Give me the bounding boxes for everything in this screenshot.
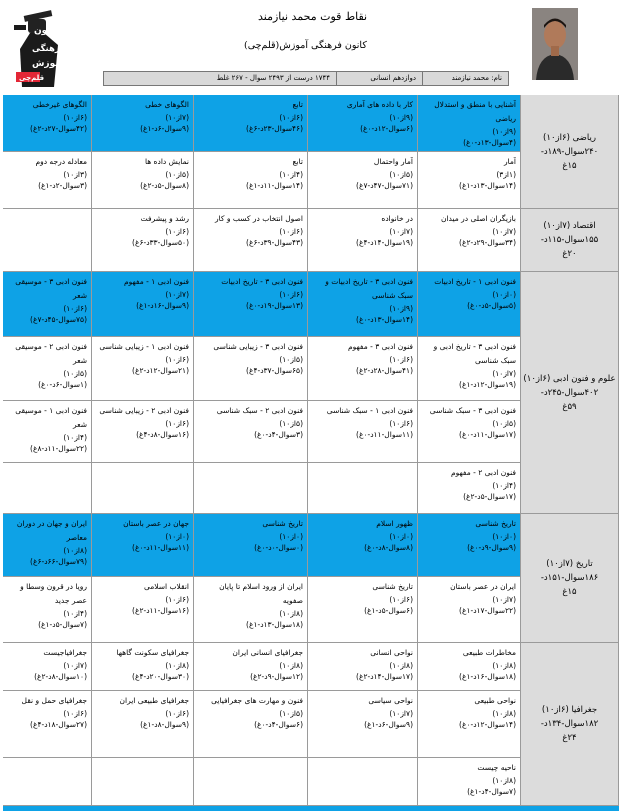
topic-name: بازیگران اصلی در میدان — [440, 214, 516, 223]
topic-stats: (۱سوال-۶د-۰غ) — [38, 379, 87, 389]
logo-text-3: آموزش — [32, 59, 64, 69]
topic-cell — [194, 577, 308, 643]
empty-cell — [92, 463, 194, 514]
topic-name: آمار واحتمال — [373, 157, 413, 166]
topic-cell — [308, 272, 418, 337]
topic-score: (۷از۱۰) — [165, 290, 189, 299]
topic-stats: (۳۰سوال-۲۰د-۴غ) — [132, 671, 189, 681]
topic-stats: (۱۸سوال-۱۶د-۱غ) — [459, 671, 516, 681]
topic-cell — [308, 152, 418, 209]
topic-name: رویا در قرون وسطا و عصر جدید — [20, 582, 87, 605]
topic-score: (۵از۱۰) — [165, 170, 189, 179]
topic-stats: (۱۱سوال-۱۱د-۰غ) — [132, 542, 189, 552]
topic-stats: (۶سوال-۱۲د-۰غ) — [360, 123, 413, 133]
topic-name: آشنایی با منطق و استدلال ریاضی — [434, 100, 516, 123]
kanoon-logo — [14, 5, 76, 87]
topic-name: الگوهای خطی — [145, 100, 189, 109]
topic-stats: (۴۶سوال-۲۳د-۶غ) — [246, 123, 303, 133]
topic-stats: (۹سوال-۶د-۱غ) — [364, 719, 413, 729]
topic-cell — [308, 337, 418, 401]
topic-stats: (۷سوال-۵د-۱غ) — [38, 619, 87, 629]
logo-text-2: فرهنگی — [32, 44, 66, 54]
topic-name: فنون و مهارت های جغرافیایی — [211, 696, 303, 705]
topic-stats: (۶۵سوال-۳۷د-۴غ) — [246, 365, 303, 375]
topic-score: (۸از۱۰) — [492, 661, 516, 670]
topic-name: در خانواده — [381, 214, 413, 223]
empty-cell — [194, 463, 308, 514]
topic-cell — [194, 691, 308, 758]
topic-name: رشد و پیشرفت — [140, 214, 189, 223]
topic-stats: (۱۴سوال-۱۱د-۱غ) — [246, 180, 303, 190]
topic-cell — [3, 401, 92, 463]
strengths-grid — [3, 95, 619, 811]
topic-name: نواحی طبیعی — [474, 696, 516, 705]
topic-stats: (۱۰سوال-۸د-۲غ) — [34, 671, 87, 681]
logo-text-4: قلم‌چی — [19, 74, 45, 82]
topic-name: فنون ادبی ۳ - موسیقی شعر — [15, 277, 87, 300]
topic-score: (۵از۱۰) — [279, 355, 303, 364]
topic-cell — [194, 152, 308, 209]
topic-stats: (۴سوال-۱۳د-۰غ) — [463, 137, 516, 147]
topic-stats: (۱۷سوال-۱۴د-۲غ) — [356, 671, 413, 681]
topic-score: (۶از۱۰) — [279, 290, 303, 299]
topic-score: (۸از۱۰) — [389, 661, 413, 670]
subject-cell — [521, 209, 619, 272]
topic-cell — [308, 643, 418, 691]
subject-stats: ۱۸۲سوال-۱۳۴د- — [540, 719, 599, 729]
topic-name: ظهور اسلام — [376, 519, 413, 528]
topic-score: (۴از۱۰) — [279, 170, 303, 179]
topic-name: فنون ادبی ۲ - موسیقی شعر — [15, 342, 87, 365]
topic-score: (۸از۱۰) — [492, 776, 516, 785]
topic-score: (۹از۱۰) — [389, 113, 413, 122]
subject-name: جغرافیا (۶از۱۰) — [541, 705, 598, 715]
topic-cell — [418, 577, 521, 643]
subject-cell — [521, 272, 619, 514]
topic-name: فنون ادبی ۱ - سبک شناسی — [326, 406, 413, 415]
topic-cell — [418, 209, 521, 272]
topic-stats: (۱۱سوال-۱۱د-۰غ) — [356, 429, 413, 439]
topic-cell — [92, 514, 194, 577]
topic-cell — [308, 95, 418, 152]
topic-name: معادله درجه دوم — [35, 157, 87, 166]
topic-stats: (۵سوال-۵د-۰غ) — [467, 300, 516, 310]
topic-stats: (۹سوال-۶د-۱غ) — [140, 123, 189, 133]
info-student-name: نام: محمد نیازمند — [422, 72, 508, 85]
logo-text-1: کانون — [34, 26, 60, 36]
topic-score: (۸از۱۰) — [165, 661, 189, 670]
subject-summary — [523, 372, 615, 414]
topic-cell — [308, 514, 418, 577]
empty-cell — [3, 463, 92, 514]
topic-name: اصول انتخاب در کسب و کار — [214, 214, 303, 223]
topic-stats: (۱۴سوال-۱۳د-۰غ) — [356, 314, 413, 324]
topic-stats: (۴۲سوال-۲۷د-۲غ) — [30, 123, 87, 133]
student-info-bar — [103, 71, 509, 86]
topic-cell — [308, 577, 418, 643]
topic-name: تابع — [292, 100, 303, 109]
topic-stats: (۷سوال-۴د-۱غ) — [467, 786, 516, 796]
subject-wrong: ۱۵غ — [562, 160, 577, 171]
topic-cell — [3, 272, 92, 337]
subject-summary — [541, 219, 598, 261]
topic-cell — [92, 401, 194, 463]
topic-score: (۷از۱۰) — [492, 369, 516, 378]
topic-cell — [194, 209, 308, 272]
topic-cell — [418, 463, 521, 514]
topic-score: (۷از۱۰) — [63, 661, 87, 670]
topic-score: (۴از۱۰) — [492, 481, 516, 490]
topic-cell — [92, 209, 194, 272]
topic-score: (۴از۱۰) — [63, 609, 87, 618]
topic-score: (۶از۱۰) — [165, 709, 189, 718]
subject-cell — [521, 95, 619, 209]
topic-name: فنون ادبی ۱ - مفهوم — [123, 277, 189, 286]
topic-cell — [3, 152, 92, 209]
subject-name: تاریخ (۷از۱۰) — [546, 559, 593, 569]
topic-score: (۵از۱۰) — [492, 419, 516, 428]
topic-score: (۶از۱۰) — [389, 355, 413, 364]
info-grade: دوازدهم انسانی — [336, 72, 422, 85]
topic-name: فنون ادبی ۱ - تاریخ ادبیات — [434, 277, 516, 286]
topic-cell — [92, 337, 194, 401]
topic-stats: (۲۲سوال-۱۷د-۱غ) — [459, 605, 516, 615]
topic-name: نمایش داده ها — [144, 157, 189, 166]
subject-wrong: ۲۰غ — [562, 249, 577, 259]
empty-cell — [3, 758, 92, 806]
topic-score: (۵از۱۰) — [279, 419, 303, 428]
topic-stats: (۱۳سوال-۱۹د-۰غ) — [246, 300, 303, 310]
topic-name: تاریخ شناسی — [262, 519, 303, 528]
topic-score: (۶از۱۰) — [165, 227, 189, 236]
topic-score: (۱از۳) — [496, 170, 516, 179]
topic-cell — [194, 272, 308, 337]
topic-cell — [418, 152, 521, 209]
topic-cell — [194, 514, 308, 577]
subject-cell — [521, 514, 619, 643]
topic-name: جغرافیای انسانی ایران — [232, 648, 303, 657]
empty-cell — [308, 758, 418, 806]
report-header — [0, 0, 623, 95]
topic-score: (۶از۱۰) — [389, 595, 413, 604]
topic-cell — [194, 401, 308, 463]
empty-cell — [3, 209, 92, 272]
topic-score: (۰از۱۰) — [279, 532, 303, 541]
topic-score: (۶از۱۰) — [63, 113, 87, 122]
topic-name: آمار — [503, 157, 516, 166]
report-title: نقاط قوت محمد نیازمند — [258, 10, 368, 23]
empty-cell — [92, 758, 194, 806]
topic-stats: (۳۴سوال-۲۹د-۲غ) — [459, 237, 516, 247]
topic-name: جغرافیای سکونت گاهها — [116, 648, 189, 657]
topic-cell — [194, 643, 308, 691]
topic-score: (۸از۱۰) — [279, 661, 303, 670]
topic-stats: (۷۵سوال-۴۵د-۷غ) — [30, 314, 87, 324]
topic-stats: (۳سوال-۴د-۰غ) — [254, 429, 303, 439]
student-photo — [532, 8, 578, 80]
topic-stats: (۱۷سوال-۱۱د-۰غ) — [459, 429, 516, 439]
subject-summary — [541, 131, 598, 173]
topic-name: ایران در عصر باستان — [450, 582, 516, 591]
topic-score: (۶از۱۰) — [279, 227, 303, 236]
topic-cell — [92, 95, 194, 152]
topic-name: فنون ادبی ۲ - زیبایی شناسی — [99, 406, 189, 415]
topic-score: (۷از۱۰) — [389, 227, 413, 236]
topic-name: جهان در عصر باستان — [123, 519, 189, 528]
topic-score: (۶از۱۰) — [279, 113, 303, 122]
topic-stats: (۱۴سوال-۱۲د-۰غ) — [459, 719, 516, 729]
topic-score: (۶از۱۰) — [63, 709, 87, 718]
topic-score: (۶از۱۰) — [63, 304, 87, 313]
topic-stats: (۲۱سوال-۱۲د-۲غ) — [132, 365, 189, 375]
topic-name: ایران و جهان در دوران معاصر — [16, 519, 87, 542]
topic-stats: (۳سوال-۲د-۱غ) — [38, 180, 87, 190]
topic-cell — [418, 758, 521, 806]
topic-score: (۶از۱۰) — [165, 355, 189, 364]
topic-score: (۸از۱۰) — [63, 546, 87, 555]
topic-name: نواحی سیاسی — [368, 696, 413, 705]
topic-stats: (۱۹سوال-۱۲د-۱غ) — [459, 379, 516, 389]
subject-name: علوم و فنون ادبی (۶از۱۰) — [523, 373, 616, 384]
topic-name: الگوهای غیرخطی — [32, 100, 87, 109]
topic-name: فنون ادبی ۳ - زیبایی شناسی — [213, 342, 303, 351]
topic-cell — [3, 514, 92, 577]
topic-stats: (۶سوال-۵د-۱غ) — [364, 605, 413, 615]
topic-stats: (۵۰سوال-۳۳د-۶غ) — [132, 237, 189, 247]
subject-stats: ۴۰۲سوال-۲۴۵د- — [540, 387, 599, 398]
topic-stats: (۱۴سوال-۱۳د-۱غ) — [459, 180, 516, 190]
subject-summary — [541, 703, 598, 745]
topic-score: (۸از۱۰) — [279, 609, 303, 618]
subject-wrong: ۲۴غ — [562, 733, 577, 743]
topic-name: فنون ادبی ۲ - مفهوم — [450, 468, 516, 477]
subject-wrong: ۱۵غ — [562, 587, 577, 597]
topic-stats: (۱۶سوال-۸د-۴غ) — [136, 429, 189, 439]
topic-cell — [3, 691, 92, 758]
topic-name: تاریخ شناسی — [475, 519, 516, 528]
topic-stats: (۴۱سوال-۲۸د-۲غ) — [356, 365, 413, 375]
topic-name: تاریخ شناسی — [372, 582, 413, 591]
empty-cell — [308, 463, 418, 514]
topic-score: (۶از۱۰) — [389, 419, 413, 428]
topic-cell — [418, 337, 521, 401]
topic-cell — [418, 643, 521, 691]
topic-name: ایران از ورود اسلام تا پایان صفویه — [219, 582, 303, 605]
topic-score: (۰از۱۰) — [389, 532, 413, 541]
topic-score: (۹از۱۰) — [389, 304, 413, 313]
topic-name: تابع — [292, 157, 303, 166]
topic-cell — [418, 401, 521, 463]
topic-score: (۳از۱۰) — [63, 170, 87, 179]
subject-name: اقتصاد (۷از۱۰) — [543, 221, 596, 231]
subject-cell — [521, 643, 619, 806]
topic-score: (۶از۱۰) — [165, 419, 189, 428]
topic-stats: (۷۹سوال-۶۶د-۶غ) — [30, 556, 87, 566]
topic-cell — [92, 272, 194, 337]
subject-name: ریاضی (۶از۱۰) — [543, 132, 596, 143]
topic-name: ناحیه چیست — [477, 763, 516, 772]
topic-name: فنون ادبی ۳ - تاریخ ادبی و سبک شناسی — [433, 342, 516, 365]
report-subtitle: کانون فرهنگی آموزش(قلم‌چی) — [244, 40, 367, 51]
topic-name: فنون ادبی ۳ - مفهوم — [347, 342, 413, 351]
topic-cell — [92, 691, 194, 758]
topic-stats: (۲۲سوال-۱۱د-۸غ) — [30, 443, 87, 453]
topic-cell — [308, 401, 418, 463]
topic-cell — [92, 577, 194, 643]
topic-stats: (۱۲سوال-۹د-۲غ) — [250, 671, 303, 681]
topic-stats: (۱۷سوال-۵د-۲غ) — [463, 491, 516, 501]
topic-name: فنون ادبی ۱ - زیبایی شناسی — [99, 342, 189, 351]
topic-cell — [418, 95, 521, 152]
topic-cell — [418, 272, 521, 337]
topic-stats: (۱۹سوال-۱۴د-۴غ) — [356, 237, 413, 247]
bottom-bar — [3, 806, 619, 811]
topic-stats: (۸سوال-۵د-۲غ) — [140, 180, 189, 190]
topic-score: (۷از۱۰) — [389, 709, 413, 718]
topic-cell — [3, 95, 92, 152]
topic-stats: (۹سوال-۹د-۰غ) — [467, 542, 516, 552]
subject-stats: ۱۸۶سوال-۱۵۱د- — [540, 573, 599, 583]
topic-cell — [92, 643, 194, 691]
topic-name: نواحی انسانی — [370, 648, 413, 657]
topic-stats: (۸سوال-۸د-۰غ) — [364, 542, 413, 552]
topic-score: (۴از۱۰) — [63, 433, 87, 442]
topic-score: (۷از۱۰) — [492, 595, 516, 604]
topic-name: جغرافیای حمل و نقل — [21, 696, 87, 705]
topic-cell — [418, 514, 521, 577]
topic-cell — [194, 337, 308, 401]
topic-name: مخاطرات طبیعی — [462, 648, 516, 657]
subject-wrong: ۵۹غ — [562, 401, 577, 412]
topic-cell — [3, 337, 92, 401]
topic-stats: (۲۷سوال-۱۸د-۴غ) — [30, 719, 87, 729]
topic-name: کار با داده های آماری — [346, 100, 413, 109]
topic-score: (۵از۱۰) — [63, 369, 87, 378]
topic-stats: (۷۱سوال-۴۷د-۷غ) — [356, 180, 413, 190]
topic-cell — [308, 209, 418, 272]
topic-score: (۹از۱۰) — [492, 127, 516, 136]
subject-summary — [541, 557, 598, 599]
topic-cell — [92, 152, 194, 209]
topic-cell — [3, 577, 92, 643]
topic-name: فنون ادبی ۱ - موسیقی شعر — [15, 406, 87, 429]
topic-stats: (۹سوال-۸د-۱غ) — [140, 719, 189, 729]
topic-score: (۷از۱۰) — [492, 227, 516, 236]
topic-cell — [3, 643, 92, 691]
topic-name: انقلاب اسلامی — [144, 582, 189, 591]
topic-name: فنون ادبی ۳ - تاریخ ادبیات — [221, 277, 303, 286]
topic-score: (۸از۱۰) — [492, 709, 516, 718]
topic-name: جغرافیای طبیعی ایران — [119, 696, 189, 705]
topic-score: (۵از۱۰) — [389, 170, 413, 179]
topic-name: جغرافیاجیست — [43, 648, 87, 657]
topic-name: فنون ادبی ۲ - سبک شناسی — [216, 406, 303, 415]
topic-cell — [194, 95, 308, 152]
topic-score: (۵از۱۰) — [279, 709, 303, 718]
topic-score: (۰از۱۰) — [165, 532, 189, 541]
topic-stats: (۴۳سوال-۳۹د-۶غ) — [246, 237, 303, 247]
subject-stats: ۱۵۵سوال-۱۱۵د- — [540, 235, 599, 245]
empty-cell — [194, 758, 308, 806]
info-totals: ۱۷۴۴ درست از ۲۴۹۳ سوال - ۲۶۷ غلط — [104, 72, 336, 85]
topic-score: (۶از۱۰) — [165, 595, 189, 604]
topic-score: (۰از۱۰) — [492, 532, 516, 541]
topic-stats: (۰سوال-۰د-۰غ) — [254, 542, 303, 552]
topic-name: فنون ادبی ۳ - تاریخ ادبیات و سبک شناسی — [325, 277, 413, 300]
topic-stats: (۱۸سوال-۱۳د-۱غ) — [246, 619, 303, 629]
topic-stats: (۱۶سوال-۱۱د-۲غ) — [132, 605, 189, 615]
subject-stats: ۲۴۰سوال-۱۸۹د- — [540, 146, 599, 157]
topic-stats: (۶سوال-۴د-۰غ) — [254, 719, 303, 729]
topic-name: فنون ادبی ۳ - سبک شناسی — [429, 406, 516, 415]
topic-stats: (۹سوال-۱۶د-۱غ) — [136, 300, 189, 310]
topic-cell — [308, 691, 418, 758]
topic-score: (۰از۱۰) — [492, 290, 516, 299]
topic-cell — [418, 691, 521, 758]
topic-score: (۷از۱۰) — [165, 113, 189, 122]
